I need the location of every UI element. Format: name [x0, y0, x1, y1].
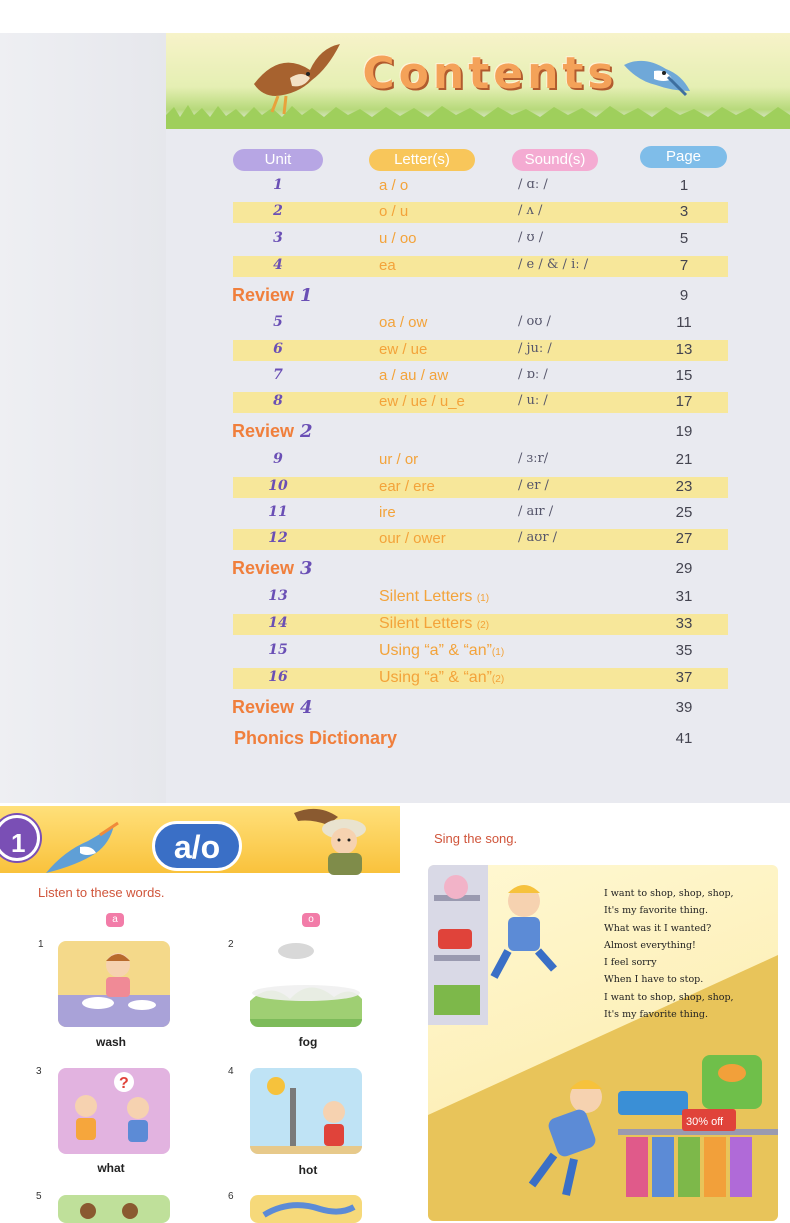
word-number: 6 [228, 1191, 234, 1202]
contents-row-review-4[interactable] [232, 697, 728, 721]
header-unit: Unit [233, 149, 323, 171]
explorer-kid-illustration [288, 803, 374, 875]
contents-row-unit-16[interactable] [233, 668, 728, 689]
header-letters: Letter(s) [369, 149, 475, 171]
unit-sound: / aɪr / [518, 504, 554, 519]
unit-page: 3 [679, 203, 689, 220]
unit-page: 15 [675, 367, 693, 384]
dictionary-page: 41 [675, 730, 693, 747]
column-tag-a: a [106, 913, 124, 927]
unit-number: 9 [273, 451, 283, 467]
contents-row-unit-13[interactable] [233, 587, 728, 608]
kingfisher-illustration [40, 821, 120, 877]
lyric-line: Almost everything! [604, 939, 696, 951]
review-page: 19 [675, 423, 693, 440]
unit-sound: / e / & / iː / [518, 257, 589, 272]
word-number: 5 [36, 1191, 42, 1202]
unit-letters: ear / ere [379, 478, 435, 495]
unit-page: 37 [675, 669, 693, 686]
contents-row-unit-9[interactable] [233, 450, 728, 471]
contents-row-unit-5[interactable] [233, 313, 728, 334]
review-label: Review 4 [232, 697, 313, 718]
word-label: fog [298, 1035, 318, 1049]
unit-sound: / ɜːr/ [518, 451, 549, 466]
contents-row-unit-15[interactable] [233, 641, 728, 662]
svg-text:?: ? [119, 1075, 129, 1092]
contents-row-unit-12[interactable] [233, 529, 728, 550]
contents-row-unit-7[interactable] [233, 366, 728, 387]
unit-letters: a / au / aw [379, 367, 449, 384]
word-number: 3 [36, 1066, 42, 1077]
question-kids-picture[interactable] [58, 1068, 170, 1154]
unit-letters: ea [379, 257, 396, 274]
word-number: 2 [228, 939, 234, 950]
unit-page: 1 [679, 177, 689, 194]
song-page [400, 803, 790, 1223]
column-tag-o: o [302, 913, 320, 927]
unit-sound: / er / [518, 478, 549, 493]
contents-row-unit-11[interactable] [233, 503, 728, 524]
unit-number: 6 [273, 341, 283, 357]
unit-letters: ire [379, 504, 396, 521]
unit-page: 5 [679, 230, 689, 247]
unit-letters: u / oo [379, 230, 417, 247]
header-page: Page [640, 146, 727, 168]
washing-dishes-picture[interactable] [58, 941, 170, 1027]
unit-page: 31 [675, 588, 693, 605]
hot-sun-picture[interactable] [250, 1068, 362, 1154]
dictionary-label: Phonics Dictionary [234, 728, 398, 748]
unit-page: 35 [675, 642, 693, 659]
contents-row-review-2[interactable] [232, 421, 728, 445]
lyric-line: When I have to stop. [604, 974, 704, 986]
contents-row-unit-10[interactable] [233, 477, 728, 498]
unit-number: 11 [268, 504, 288, 520]
review-label: Review 3 [232, 558, 313, 579]
contents-row-unit-1[interactable] [233, 176, 728, 197]
contents-row-phonics-dictionary[interactable] [234, 728, 730, 752]
unit-number: 15 [268, 642, 288, 658]
review-label: Review 2 [232, 421, 313, 442]
review-page: 29 [675, 560, 693, 577]
contents-row-review-3[interactable] [232, 558, 728, 582]
header-sound: Sound(s) [512, 149, 598, 171]
unit-number: 12 [268, 530, 288, 546]
lyric-line: I want to shop, shop, shop, [604, 888, 734, 899]
word-6-picture[interactable] [250, 1195, 362, 1223]
unit-number: 2 [273, 203, 283, 219]
unit-page: 21 [675, 451, 693, 468]
lyric-line: It's my favorite thing. [604, 905, 708, 917]
unit-page: 23 [675, 478, 693, 495]
unit-number: 1 [273, 177, 283, 193]
unit-number: 8 [273, 393, 283, 409]
lyric-line: I feel sorry [604, 957, 657, 969]
shopping-scene [428, 865, 778, 1221]
unit-title-bubble [152, 821, 242, 871]
unit-number: 16 [268, 669, 288, 685]
word-5-picture[interactable] [58, 1195, 170, 1223]
unit-letters: ur / or [379, 451, 419, 468]
word-label: what [97, 1161, 125, 1175]
unit-sound: / aʊr / [518, 530, 558, 545]
contents-row-unit-6[interactable] [233, 340, 728, 361]
song-instruction: Sing the song. [434, 831, 518, 846]
unit-letters: Silent Letters (2) [379, 615, 490, 632]
sale-sign: 30% off [686, 1116, 724, 1128]
word-number: 1 [38, 939, 44, 950]
unit-sound: / ʌ / [518, 203, 543, 218]
review-page: 9 [679, 287, 689, 304]
unit-letters: ew / ue [379, 341, 428, 358]
unit-letters: Silent Letters (1) [379, 588, 490, 605]
unit-sound: / juː / [518, 341, 552, 356]
unit-sound: / ɒː / [518, 367, 548, 382]
kingfisher-illustration [620, 51, 692, 111]
unit-letters: oa / ow [379, 314, 428, 331]
contents-row-unit-14[interactable] [233, 614, 728, 635]
contents-row-review-1[interactable] [232, 285, 728, 309]
contents-row-unit-4[interactable] [233, 256, 728, 277]
unit-badge-number: 1 [11, 828, 26, 858]
word-number: 4 [228, 1066, 234, 1077]
review-label: Review 1 [232, 285, 313, 306]
unit-letters: Using “a” & “an”(2) [379, 669, 505, 686]
unit-number: 10 [268, 478, 288, 494]
unit-page: 7 [679, 257, 689, 274]
contents-row-unit-2[interactable] [233, 202, 728, 223]
unit-page: 27 [675, 530, 693, 547]
unit-letters: ew / ue / u_e [379, 393, 465, 410]
contents-title: Contents [362, 48, 618, 99]
word-label: wash [95, 1035, 126, 1049]
unit-1-page [0, 803, 400, 1223]
unit-letters: our / ower [379, 530, 446, 547]
unit-number: 13 [268, 588, 288, 604]
foggy-forest-picture[interactable] [250, 941, 362, 1027]
eagle-illustration [250, 40, 342, 118]
unit-letters: o / u [379, 203, 409, 220]
unit-title: a/o [173, 829, 221, 865]
unit-page: 13 [675, 341, 693, 358]
unit-number: 3 [273, 230, 283, 246]
lyric-line: What was it I wanted? [604, 922, 712, 934]
unit-number: 5 [273, 314, 283, 330]
unit-page: 17 [675, 393, 693, 410]
unit-sound: / uː / [518, 393, 548, 408]
word-label: hot [298, 1163, 318, 1177]
unit-sound: / ʊ / [518, 230, 544, 245]
song-lyrics [604, 885, 774, 1023]
unit-page: 33 [675, 615, 693, 632]
unit-page: 25 [675, 504, 693, 521]
unit-number: 14 [268, 615, 288, 631]
contents-row-unit-3[interactable] [233, 229, 728, 250]
listen-instruction: Listen to these words. [38, 885, 165, 900]
unit-number: 4 [273, 257, 283, 273]
review-page: 39 [675, 699, 693, 716]
unit-sound: / ɑː / [518, 177, 548, 192]
left-blank-page [0, 33, 166, 803]
lyric-line: It's my favorite thing. [604, 1009, 708, 1021]
unit-letters: a / o [379, 177, 409, 194]
unit-sound: / oʊ / [518, 314, 551, 329]
unit-page: 11 [676, 314, 692, 331]
unit-number: 7 [273, 367, 283, 383]
unit-letters: Using “a” & “an”(1) [379, 642, 505, 659]
contents-row-unit-8[interactable] [233, 392, 728, 413]
lyric-line: I want to shop, shop, shop, [604, 991, 734, 1003]
